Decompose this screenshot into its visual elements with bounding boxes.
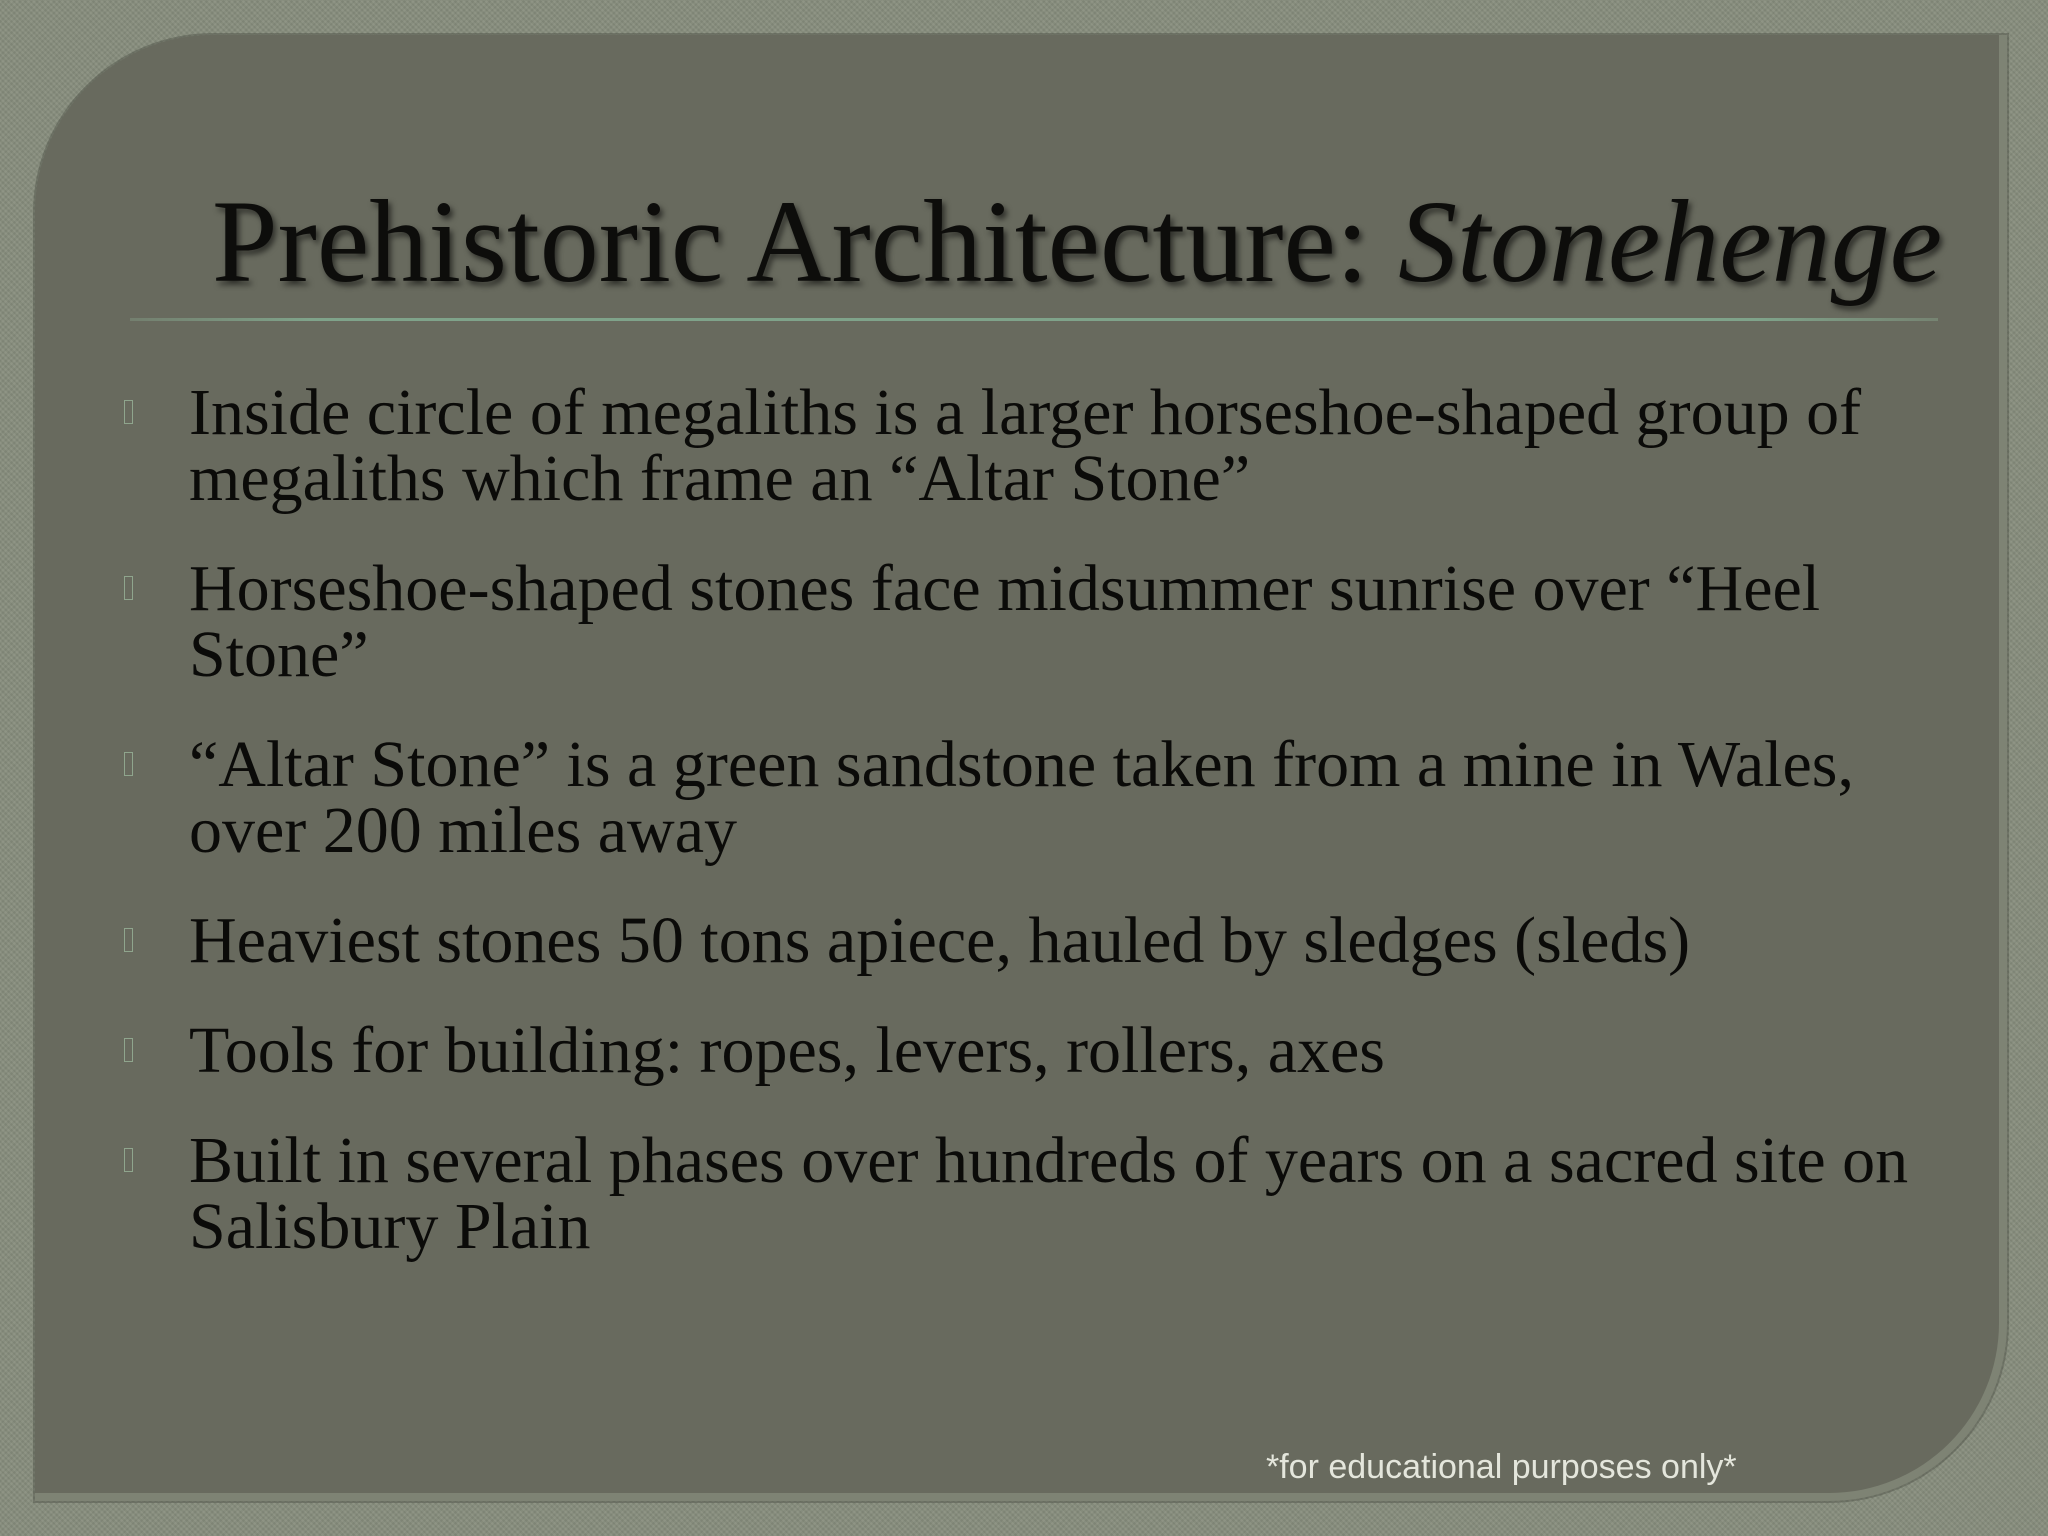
bullet-marker-icon: [124, 928, 133, 952]
bullet-text: Tools for building: ropes, levers, rollers, axes: [189, 1014, 1385, 1087]
bullet-marker-icon: [124, 576, 133, 600]
bullet-text: “Altar Stone” is a green sandstone taken from a mine in Wales, over 200 miles away: [189, 728, 1854, 867]
bullet-item: [122, 552, 1942, 691]
bullet-item: [122, 1014, 1942, 1087]
bullet-marker-icon: [124, 752, 133, 776]
footer-disclaimer: *for educational purposes only*: [1266, 1448, 1737, 1486]
bullet-text: Inside circle of megaliths is a larger horseshoe-shaped group of megaliths which frame an “Altar Stone”: [189, 376, 1862, 515]
title-divider: [130, 318, 1938, 321]
bullet-item: [122, 728, 1942, 867]
bullet-text: Heaviest stones 50 tons apiece, hauled by sledges (sleds): [189, 904, 1691, 977]
bullet-item: [122, 904, 1942, 977]
bullet-item: [122, 1124, 1942, 1263]
bullet-item: [122, 376, 1942, 515]
bullet-text: Built in several phases over hundreds of years on a sacred site on Salisbury Plain: [189, 1124, 1909, 1263]
slide-title-main: Prehistoric Architecture:: [212, 176, 1399, 307]
bullet-marker-icon: [124, 1148, 133, 1172]
slide-title: [212, 172, 1952, 312]
bullet-marker-icon: [124, 1038, 133, 1062]
bullet-list: [122, 376, 1942, 1304]
bullet-marker-icon: [124, 400, 133, 424]
bullet-text: Horseshoe-shaped stones face midsummer sunrise over “Heel Stone”: [189, 552, 1821, 691]
slide-title-emphasis: Stonehenge: [1398, 176, 1943, 307]
